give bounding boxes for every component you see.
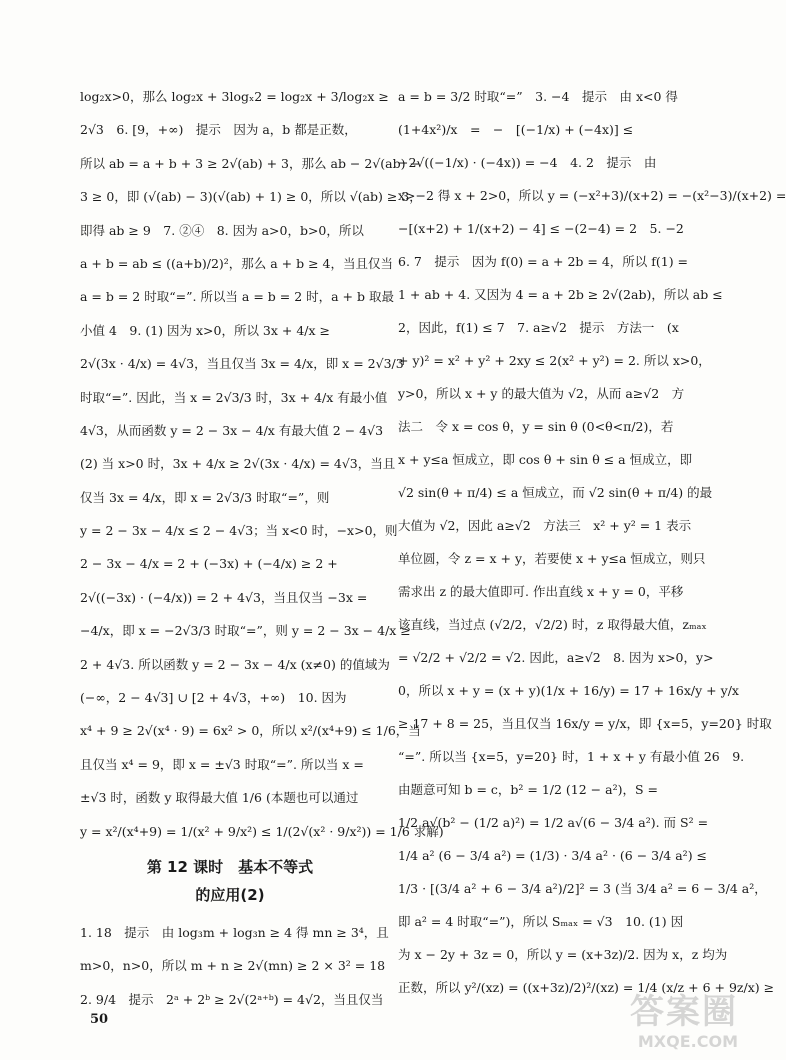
watermark-logo: 答案圈 (630, 992, 738, 1032)
text-line: 所以 ab = a + b + 3 ≥ 2√(ab) + 3，那么 ab − 2√(ab) − (80, 155, 420, 171)
text-line: “=”. 所以当 {x=5，y=20} 时，1 + x + y 有最小值 26 9. (398, 749, 745, 764)
text-line: 6. 7 提示 因为 f(0) = a + 2b = 4，所以 f(1) = (398, 254, 689, 269)
text-line: + y)² = x² + y² + 2xy ≤ 2(x² + y²) = 2. 所以 x>0， (398, 353, 711, 368)
text-line: 3 ≥ 0，即 (√(ab) − 3)(√(ab) + 1) ≥ 0，所以 √(ab) ≥ 3， (80, 189, 422, 205)
text-line: log₂x>0，那么 log₂x + 3logₓ2 = log₂x + 3/log₂x ≥ (80, 89, 389, 104)
text-line: x>−2 得 x + 2>0，所以 y = (−x²+3)/(x+2) = −(x²−3)/(x+2) = (398, 188, 786, 203)
text-line: ≥ 17 + 8 = 25，当且仅当 16x/y = y/x，即 {x=5，y=20} 时取 (398, 716, 772, 731)
text-line: 大值为 √2，因此 a≥√2 方法三 x² + y² = 1 表示 (398, 518, 692, 533)
text-line: 1/3 · [(3/4 a² + 6 − 3/4 a²)/2]² = 3 (当 3/4 a² = 6 − 3/4 a²， (398, 881, 767, 896)
text-line: 即得 ab ≥ 9 7. ②④ 8. 因为 a>0，b>0，所以 (80, 222, 364, 238)
text-line: 正数，所以 y²/(xz) = ((x+3z)/2)²/(xz) = 1/4 (x/z + 6 + 9z/x) ≥ (398, 980, 775, 995)
text-line: 1. 18 提示 由 log₃m + log₃n ≥ 4 得 mn ≥ 3⁴，且 (80, 924, 389, 940)
text-line: 由题意可知 b = c，b² = 1/2 (12 − a²)，S = (398, 782, 658, 797)
text-line: 仅当 3x = 4/x，即 x = 2√3/3 时取“=”，则 (80, 489, 330, 505)
text-line: 2√3 6. [9，+∞) 提示 因为 a，b 都是正数， (80, 122, 357, 138)
text-line: 2√(3x · 4/x) = 4√3，当且仅当 3x = 4/x，即 x = 2√3/3 (80, 356, 404, 372)
text-line: = √2/2 + √2/2 = √2. 因此，a≥√2 8. 因为 x>0，y> (398, 650, 714, 665)
text-line: y>0，所以 x + y 的最大值为 √2，从而 a≥√2 方 (398, 386, 685, 401)
text-line: 1/4 a² (6 − 3/4 a²) = (1/3) · 3/4 a² · (6 − 3/4 a²) ≤ (398, 848, 708, 863)
text-line: a + b = ab ≤ ((a+b)/2)²，那么 a + b ≥ 4，当且仅当 (80, 255, 394, 271)
text-line: 法二 令 x = cos θ，y = sin θ (0<θ<π/2)，若 (398, 419, 674, 434)
text-line: 1 + ab + 4. 又因为 4 = a + 2b ≥ 2√(2ab)，所以 ab ≤ (398, 287, 723, 302)
text-line: (1+4x²)/x = − [(−1/x) + (−4x)] ≤ (398, 122, 634, 137)
text-line: x⁴ + 9 ≥ 2√(x⁴ · 9) = 6x² > 0，所以 x²/(x⁴+9) ≤ 1/6，当 (80, 723, 421, 739)
text-line: −[(x+2) + 1/(x+2) − 4] ≤ −(2−4) = 2 5. −2 (398, 221, 684, 236)
text-line: (−∞，2 − 4√3] ∪ [2 + 4√3，+∞) 10. 因为 (80, 690, 347, 706)
text-line: y = x²/(x⁴+9) = 1/(x² + 9/x²) ≤ 1/(2√(x² · 9/x²)) = 1/6 求解) (80, 823, 444, 839)
watermark (588, 992, 738, 1058)
text-line: 1/2 a√(b² − (1/2 a)²) = 1/2 a√(6 − 3/4 a²). 而 S² = (398, 815, 709, 830)
text-line: 且仅当 x⁴ = 9，即 x = ±√3 时取“=”. 所以当 x = (80, 756, 364, 772)
text-line: 即 a² = 4 时取“=”)，所以 Sₘₐₓ = √3 10. (1) 因 (398, 914, 684, 929)
text-line: 单位圆，令 z = x + y，若要使 x + y≤a 恒成立，则只 (398, 551, 706, 566)
text-line: a = b = 2 时取“=”. 所以当 a = b = 2 时，a + b 取最 (80, 289, 394, 305)
page-number: 50 (90, 1012, 109, 1027)
text-line: 2 − 3x − 4/x = 2 + (−3x) + (−4/x) ≥ 2 + (80, 556, 338, 572)
text-line: −4/x，即 x = −2√3/3 时取“=”，则 y = 2 − 3x − 4/x ≥ (80, 623, 411, 639)
text-line: 2，因此，f(1) ≤ 7 7. a≥√2 提示 方法一 (x (398, 320, 679, 335)
text-line: √2 sin(θ + π/4) ≤ a 恒成立，而 √2 sin(θ + π/4) 的最 (398, 485, 713, 500)
text-line: 该直线，当过点 (√2/2，√2/2) 时，z 取得最大值，zₘₐₓ (398, 617, 707, 632)
text-line: y = 2 − 3x − 4/x ≤ 2 − 4√3；当 x<0 时，−x>0，则 (80, 523, 398, 539)
text-line: 为 x − 2y + 3z = 0，所以 y = (x+3z)/2. 因为 x，z 均为 (398, 947, 728, 962)
text-line: 0，所以 x + y = (x + y)(1/x + 16/y) = 17 + 16x/y + y/x (398, 683, 739, 698)
text-line: m>0，n>0，所以 m + n ≥ 2√(mn) ≥ 2 × 3² = 18 (80, 958, 386, 974)
text-line: 需求出 z 的最大值即可. 作出直线 x + y = 0，平移 (398, 584, 684, 599)
text-line: 2√((−3x) · (−4/x)) = 2 + 4√3，当且仅当 −3x = (80, 589, 368, 605)
left-column (80, 80, 444, 1016)
watermark-url: MXQE.COM (637, 1032, 738, 1051)
text-line: 小值 4 9. (1) 因为 x>0，所以 3x + 4/x ≥ (80, 322, 331, 338)
section-subtitle: 的应用(2) (195, 885, 265, 904)
text-line: (2) 当 x>0 时，3x + 4/x ≥ 2√(3x · 4/x) = 4√3，当且 (80, 456, 396, 472)
text-line: 2 + 4√3. 所以函数 y = 2 − 3x − 4/x (x≠0) 的值域为 (80, 656, 390, 672)
text-line: ±√3 时，函数 y 取得最大值 1/6 (本题也可以通过 (80, 790, 359, 806)
right-column (398, 80, 786, 1004)
text-line: a = b = 3/2 时取“=” 3. −4 提示 由 x<0 得 (398, 89, 678, 104)
text-line: −2√((−1/x) · (−4x)) = −4 4. 2 提示 由 (398, 155, 657, 170)
text-line: 2. 9/4 提示 2ᵃ + 2ᵇ ≥ 2√(2ᵃ⁺ᵇ) = 4√2，当且仅当 (80, 991, 384, 1007)
text-line: 4√3，从而函数 y = 2 − 3x − 4/x 有最大值 2 − 4√3 (80, 422, 384, 438)
text-line: 时取“=”. 因此，当 x = 2√3/3 时，3x + 4/x 有最小值 (80, 389, 388, 405)
text-line: x + y≤a 恒成立，即 cos θ + sin θ ≤ a 恒成立，即 (398, 452, 693, 467)
section-title: 第 12 课时 基本不等式 (146, 857, 314, 876)
